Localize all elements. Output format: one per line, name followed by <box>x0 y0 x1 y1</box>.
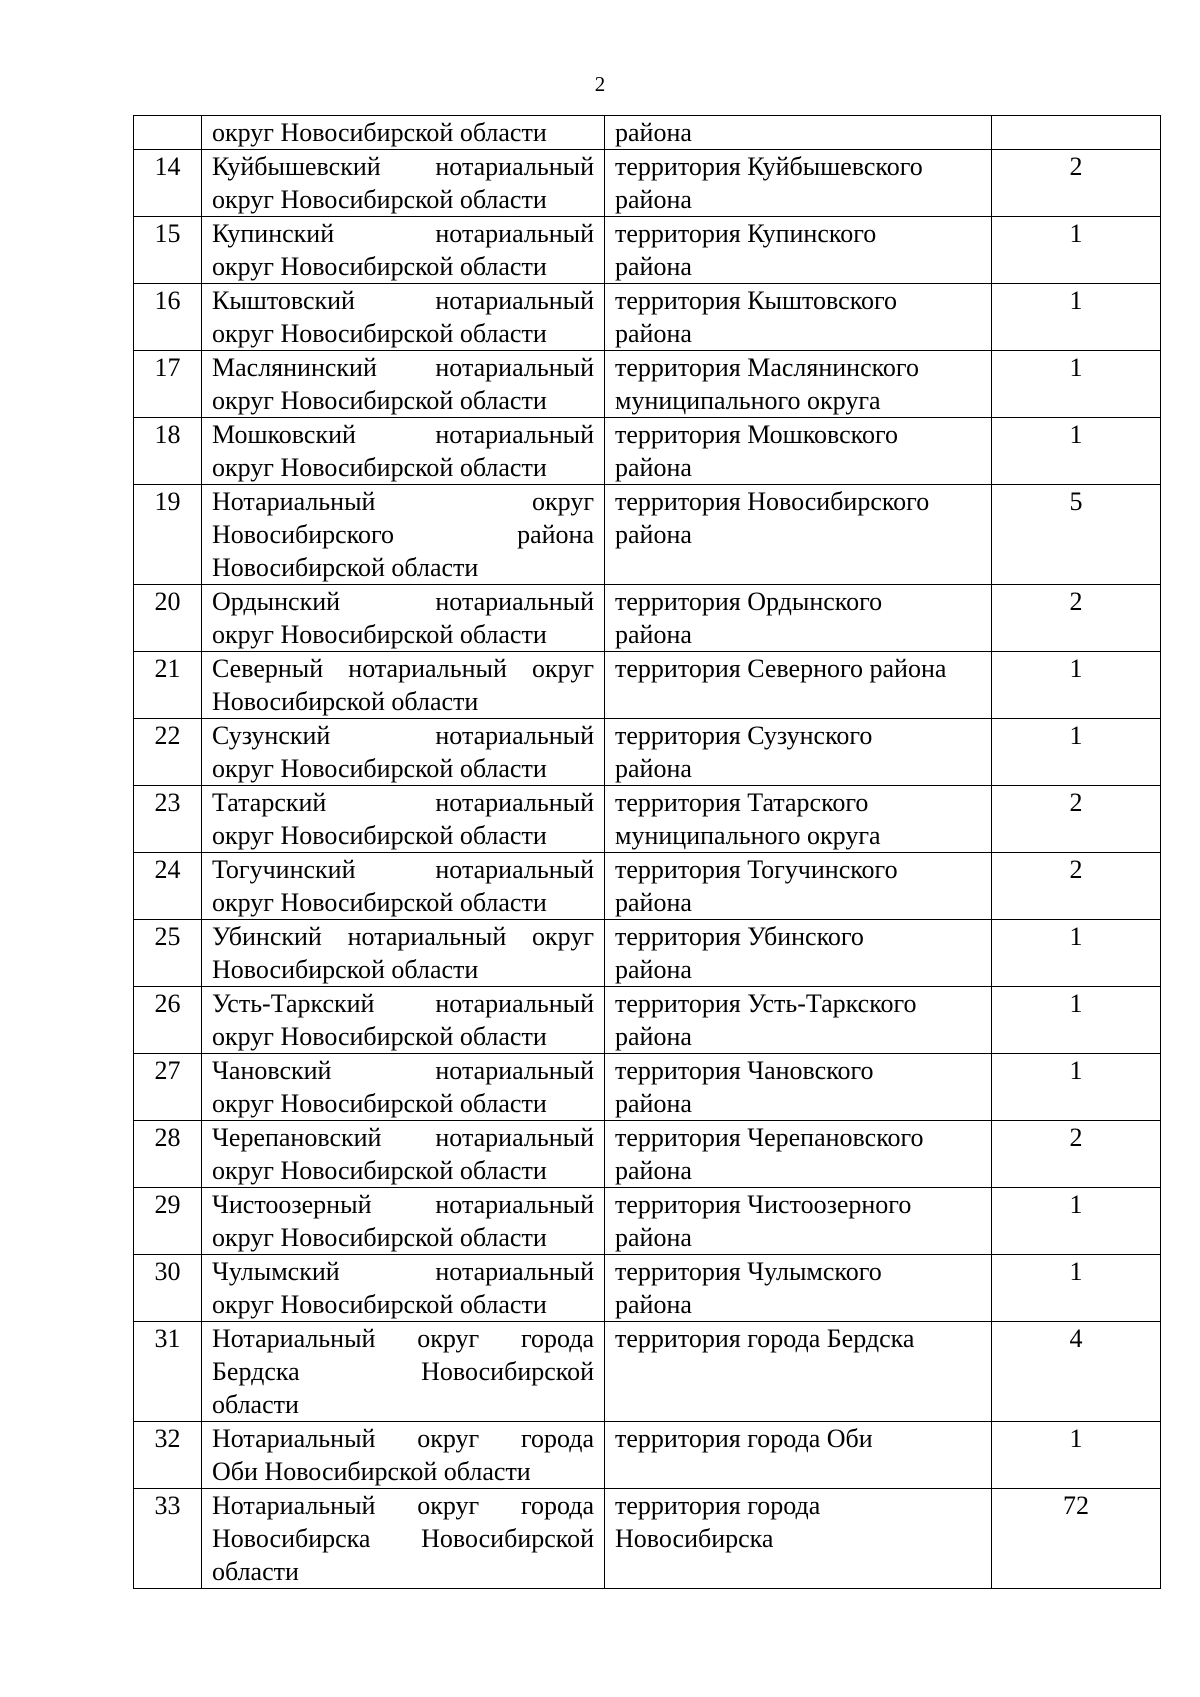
district-name-line: округ Новосибирской области <box>212 185 547 214</box>
territory-line: района <box>615 620 692 649</box>
notary-count: 1 <box>992 652 1161 719</box>
table-row <box>134 1188 1161 1255</box>
notary-count: 1 <box>992 1188 1161 1255</box>
district-name-line: Чановский нотариальный <box>212 1056 594 1085</box>
territory-line: района <box>615 118 692 147</box>
district-name-line: Северный нотариальный округ <box>212 654 594 683</box>
district-name-line: округ Новосибирской области <box>212 821 547 850</box>
territory-line: района <box>615 1022 692 1051</box>
territory-line: района <box>615 888 692 917</box>
district-name-cell <box>202 585 605 652</box>
row-number: 22 <box>134 719 202 786</box>
row-number: 14 <box>134 150 202 217</box>
row-number: 28 <box>134 1121 202 1188</box>
territory-line: района <box>615 1223 692 1252</box>
page-number: 2 <box>594 72 606 96</box>
territory-line: территория Кыштовского <box>615 286 898 315</box>
table-row <box>134 786 1161 853</box>
notary-districts-table <box>133 115 1161 1589</box>
territory-line: района <box>615 319 692 348</box>
territory-line: Новосибирска <box>615 1524 774 1553</box>
notary-count: 2 <box>992 853 1161 920</box>
territory-line: территория Убинского <box>615 922 864 951</box>
table-row <box>134 1121 1161 1188</box>
territory-line: района <box>615 955 692 984</box>
district-name-line: Купинский нотариальный <box>212 219 594 248</box>
table-row <box>134 853 1161 920</box>
district-name-cell <box>202 920 605 987</box>
district-name-line: Сузунский нотариальный <box>212 721 594 750</box>
district-name-line: Новосибирской области <box>212 955 479 984</box>
table-row <box>134 418 1161 485</box>
territory-cell <box>605 585 992 652</box>
district-name-cell <box>202 485 605 585</box>
district-name-line: Чулымский нотариальный <box>212 1257 594 1286</box>
territory-cell <box>605 786 992 853</box>
district-name-line: Новосибирской области <box>212 687 479 716</box>
table-row <box>134 719 1161 786</box>
notary-count: 1 <box>992 284 1161 351</box>
district-name-cell <box>202 786 605 853</box>
district-name-line: Нотариальный округ города <box>212 1424 594 1453</box>
territory-line: территория Куйбышевского <box>615 152 923 181</box>
district-name-line: Чистоозерный нотариальный <box>212 1190 594 1219</box>
table-body <box>134 116 1161 1589</box>
district-name-line: округ Новосибирской области <box>212 888 547 917</box>
row-number: 23 <box>134 786 202 853</box>
notary-count: 72 <box>992 1489 1161 1589</box>
territory-line: территория Ордынского <box>615 587 883 616</box>
territory-cell <box>605 853 992 920</box>
district-name-line: Убинский нотариальный округ <box>212 922 594 951</box>
table-row <box>134 585 1161 652</box>
territory-line: территория Чулымского <box>615 1257 882 1286</box>
territory-line: муниципального округа <box>615 821 881 850</box>
district-name-cell <box>202 719 605 786</box>
district-name-cell <box>202 1054 605 1121</box>
row-number: 25 <box>134 920 202 987</box>
row-number: 33 <box>134 1489 202 1589</box>
district-name-cell <box>202 853 605 920</box>
notary-count: 2 <box>992 150 1161 217</box>
row-number: 24 <box>134 853 202 920</box>
district-name-line: Куйбышевский нотариальный <box>212 152 594 181</box>
notary-count: 1 <box>992 920 1161 987</box>
table-row <box>134 1422 1161 1489</box>
district-name-line: Новосибирского района <box>212 520 594 549</box>
district-name-cell <box>202 1188 605 1255</box>
district-name-cell <box>202 1322 605 1422</box>
territory-line: территория Тогучинского <box>615 855 898 884</box>
district-name-line: округ Новосибирской области <box>212 1022 547 1051</box>
district-name-cell <box>202 150 605 217</box>
district-name-line: округ Новосибирской области <box>212 1156 547 1185</box>
territory-line: территория Северного района <box>615 654 947 683</box>
district-name-line: Бердска Новосибирской <box>212 1357 594 1386</box>
territory-line: территория Чистоозерного <box>615 1190 912 1219</box>
row-number: 29 <box>134 1188 202 1255</box>
district-name-line: Ордынский нотариальный <box>212 587 594 616</box>
row-number: 16 <box>134 284 202 351</box>
district-name-line: Новосибирска Новосибирской <box>212 1524 594 1553</box>
district-name-line: Тогучинский нотариальный <box>212 855 594 884</box>
district-name-line: Нотариальный округ <box>212 487 594 516</box>
territory-line: территория Усть-Таркского <box>615 989 917 1018</box>
territory-cell <box>605 116 992 150</box>
notary-count: 2 <box>992 1121 1161 1188</box>
district-name-line: Черепановский нотариальный <box>212 1123 594 1152</box>
territory-line: района <box>615 252 692 281</box>
notary-count: 2 <box>992 786 1161 853</box>
territory-cell <box>605 217 992 284</box>
table-row <box>134 1489 1161 1589</box>
territory-line: района <box>615 1290 692 1319</box>
district-name-line: округ Новосибирской области <box>212 252 547 281</box>
row-number: 15 <box>134 217 202 284</box>
district-name-cell <box>202 1121 605 1188</box>
territory-cell <box>605 719 992 786</box>
district-name-line: Усть-Таркский нотариальный <box>212 989 594 1018</box>
district-name-cell <box>202 652 605 719</box>
district-name-line: округ Новосибирской области <box>212 754 547 783</box>
district-name-cell <box>202 1489 605 1589</box>
district-name-line: Оби Новосибирской области <box>212 1457 531 1486</box>
row-number: 30 <box>134 1255 202 1322</box>
row-number: 27 <box>134 1054 202 1121</box>
territory-line: территория Купинского <box>615 219 877 248</box>
territory-line: территория Черепановского <box>615 1123 924 1152</box>
territory-line: района <box>615 754 692 783</box>
territory-line: территория Новосибирского <box>615 487 930 516</box>
notary-count: 1 <box>992 217 1161 284</box>
notary-count: 1 <box>992 418 1161 485</box>
territory-cell <box>605 1422 992 1489</box>
territory-line: района <box>615 1156 692 1185</box>
district-name-line: округ Новосибирской области <box>212 620 547 649</box>
notary-count <box>992 116 1161 150</box>
district-name-line: Кыштовский нотариальный <box>212 286 594 315</box>
territory-cell <box>605 652 992 719</box>
notary-count: 1 <box>992 987 1161 1054</box>
district-name-line: округ Новосибирской области <box>212 118 547 147</box>
district-name-line: Нотариальный округ города <box>212 1491 594 1520</box>
district-name-cell <box>202 284 605 351</box>
table-row <box>134 150 1161 217</box>
table-row <box>134 284 1161 351</box>
table-row <box>134 1322 1161 1422</box>
territory-cell <box>605 1255 992 1322</box>
district-name-line: округ Новосибирской области <box>212 386 547 415</box>
territory-line: территория города Бердска <box>615 1324 915 1353</box>
district-name-line: округ Новосибирской области <box>212 1290 547 1319</box>
row-number: 32 <box>134 1422 202 1489</box>
district-name-line: Нотариальный округ города <box>212 1324 594 1353</box>
district-name-line: округ Новосибирской области <box>212 453 547 482</box>
district-name-cell <box>202 351 605 418</box>
row-number: 19 <box>134 485 202 585</box>
district-name-cell <box>202 116 605 150</box>
table-row <box>134 1054 1161 1121</box>
territory-line: района <box>615 453 692 482</box>
territory-cell <box>605 150 992 217</box>
table-row <box>134 987 1161 1054</box>
district-name-cell <box>202 1255 605 1322</box>
row-number: 17 <box>134 351 202 418</box>
row-number: 18 <box>134 418 202 485</box>
notary-count: 1 <box>992 719 1161 786</box>
district-name-line: области <box>212 1390 299 1419</box>
territory-cell <box>605 418 992 485</box>
territory-cell <box>605 1054 992 1121</box>
row-number: 21 <box>134 652 202 719</box>
territory-line: района <box>615 520 692 549</box>
notary-count: 1 <box>992 1255 1161 1322</box>
territory-line: территория города <box>615 1491 821 1520</box>
notary-count: 5 <box>992 485 1161 585</box>
table-row <box>134 485 1161 585</box>
row-number: 26 <box>134 987 202 1054</box>
territory-cell <box>605 1322 992 1422</box>
territory-line: территория Татарского <box>615 788 869 817</box>
district-name-cell <box>202 1422 605 1489</box>
territory-cell <box>605 284 992 351</box>
district-name-cell <box>202 987 605 1054</box>
district-name-line: округ Новосибирской области <box>212 1089 547 1118</box>
table-row <box>134 116 1161 150</box>
territory-line: территория Сузунского <box>615 721 873 750</box>
district-name-cell <box>202 418 605 485</box>
district-name-line: области <box>212 1557 299 1586</box>
territory-line: района <box>615 1089 692 1118</box>
notary-count: 1 <box>992 1422 1161 1489</box>
territory-cell <box>605 920 992 987</box>
notary-count: 1 <box>992 1054 1161 1121</box>
territory-line: территория города Оби <box>615 1424 873 1453</box>
table-row <box>134 652 1161 719</box>
row-number: 20 <box>134 585 202 652</box>
table-row <box>134 351 1161 418</box>
notary-count: 2 <box>992 585 1161 652</box>
territory-cell <box>605 1121 992 1188</box>
territory-line: территория Маслянинского <box>615 353 919 382</box>
table-row <box>134 920 1161 987</box>
territory-cell <box>605 1188 992 1255</box>
table-row <box>134 1255 1161 1322</box>
notary-count: 4 <box>992 1322 1161 1422</box>
territory-line: территория Мошковского <box>615 420 899 449</box>
table-row <box>134 217 1161 284</box>
territory-line: района <box>615 185 692 214</box>
district-name-cell <box>202 217 605 284</box>
territory-cell <box>605 987 992 1054</box>
district-name-line: Маслянинский нотариальный <box>212 353 594 382</box>
district-name-line: Мошковский нотариальный <box>212 420 594 449</box>
district-name-line: Новосибирской области <box>212 553 479 582</box>
district-name-line: Татарский нотариальный <box>212 788 594 817</box>
row-number <box>134 116 202 150</box>
row-number: 31 <box>134 1322 202 1422</box>
territory-line: муниципального округа <box>615 386 881 415</box>
district-name-line: округ Новосибирской области <box>212 319 547 348</box>
territory-line: территория Чановского <box>615 1056 874 1085</box>
territory-cell <box>605 1489 992 1589</box>
territory-cell <box>605 485 992 585</box>
district-name-line: округ Новосибирской области <box>212 1223 547 1252</box>
territory-cell <box>605 351 992 418</box>
notary-count: 1 <box>992 351 1161 418</box>
